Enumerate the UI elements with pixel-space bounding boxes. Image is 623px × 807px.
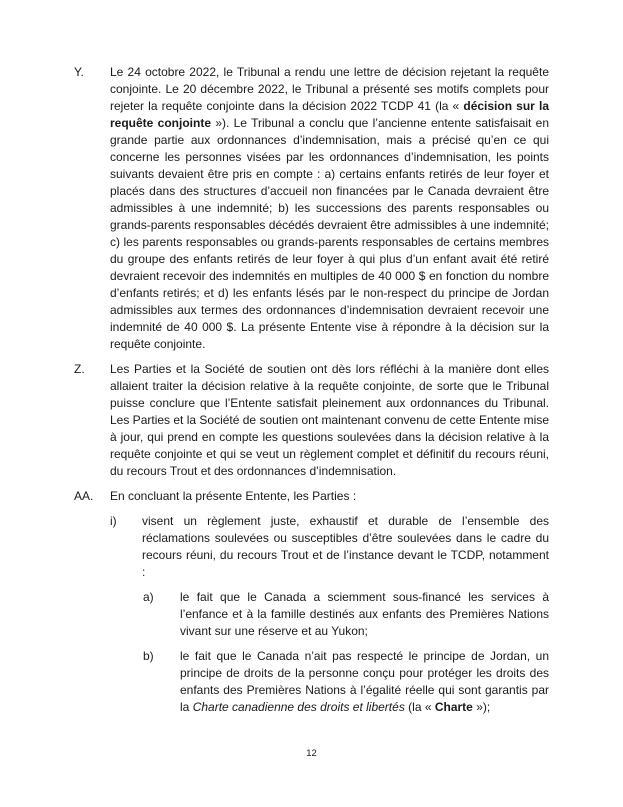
page-number: 12 bbox=[306, 748, 317, 759]
subparagraph-i-label: i) bbox=[110, 514, 117, 528]
text-segment: »); bbox=[472, 700, 491, 714]
subparagraph-i bbox=[74, 513, 549, 581]
paragraph-Y bbox=[74, 64, 549, 353]
subparagraph-a-body bbox=[180, 589, 549, 640]
subparagraph-a bbox=[74, 589, 549, 640]
paragraph-AA-label: AA. bbox=[74, 489, 94, 503]
bold-text-segment: décision sur la requête conjointe bbox=[110, 99, 549, 130]
text-segment: »). Le Tribunal a conclu que l’ancienne entente satisfaisait en grande partie aux ordonnances d’indemnisation, mais a précisé qu’en ce qui concerne les personnes visées par les ordonnances d’indemnisation, les points suivants devaient être pris en compte : a) certains enfants retirés de leur foyer et placés dans des structures d’accueil non financées par le Canada devraient être admissibles à une indemnité; b) les successions des parents responsables ou grands-parents responsables décédés devraient être admissibles à une indemnité; c) les parents responsables ou grands-parents responsables de certains membres du groupe des enfants retirés de leur foyer à qui plus d’un enfant avait été retiré devraient recevoir des indemnités en multiples de 40 000 $ en fonction du nombre d’enfants retirés; et d) les enfants lésés par le non-respect du principe de Jordan admissibles aux termes des ordonnances d’indemnisation devraient recevoir une indemnité de 40 000 $. La présente Entente vise à répondre à la décision sur la requête conjointe. bbox=[110, 116, 549, 351]
italic-text-segment: Charte canadienne des droits et libertés bbox=[192, 700, 405, 714]
text-segment: visent un règlement juste, exhaustif et durable de l’ensemble des réclamations soulevées ou susceptibles d’être soulevées dans le cadre du recours réuni, du recours Trout et de l’instance devant le TCDP, notamment : bbox=[142, 514, 549, 579]
text-segment: Le 24 octobre 2022, le Tribunal a rendu une lettre de décision rejetant la requête conjointe. Le 20 décembre 2022, le Tribunal a présenté ses motifs complets pour rejeter la requête conjointe dans la décision 2022 TCDP 41 (la « bbox=[110, 65, 549, 113]
paragraph-Y-body bbox=[110, 64, 549, 353]
paragraph-Y-label: Y. bbox=[74, 65, 84, 79]
paragraph-AA bbox=[74, 488, 549, 505]
subparagraph-i-body bbox=[142, 513, 549, 581]
paragraph-Z bbox=[74, 361, 549, 480]
text-segment: le fait que le Canada n’ait pas respecté le principe de Jordan, un principe de droits de la personne conçu pour protéger les droits des enfants des Premières Nations à l’égalité réelle qui sont garantis par la bbox=[180, 649, 549, 714]
text-segment: Les Parties et la Société de soutien ont dès lors réfléchi à la manière dont elles allaient traiter la décision relative à la requête conjointe, de sorte que le Tribunal puisse conclure que l’Entente satisfait pleinement aux ordonnances du Tribunal. Les Parties et la Société de soutien ont maintenant convenu de cette Entente mise à jour, qui prend en compte les questions soulevées dans la décision relative à la requête conjointe et qui se veut un règlement complet et définitif du recours réuni, du recours Trout et des ordonnances d’indemnisation. bbox=[110, 362, 549, 478]
paragraph-Z-body bbox=[110, 361, 549, 480]
subparagraph-b-body bbox=[180, 648, 549, 716]
paragraph-AA-body bbox=[110, 488, 549, 505]
text-segment: En concluant la présente Entente, les Parties : bbox=[110, 489, 357, 503]
text-segment: le fait que le Canada a sciemment sous-financé les services à l’enfance et à la famille destinés aux enfants des Premières Nations vivant sur une réserve et au Yukon; bbox=[180, 590, 549, 638]
text-segment: (la « bbox=[404, 700, 435, 714]
paragraph-Z-label: Z. bbox=[74, 362, 85, 376]
bold-text-segment: Charte bbox=[434, 700, 473, 714]
subparagraph-b bbox=[74, 648, 549, 716]
subparagraph-b-label: b) bbox=[143, 649, 154, 663]
subparagraph-a-label: a) bbox=[143, 590, 154, 604]
